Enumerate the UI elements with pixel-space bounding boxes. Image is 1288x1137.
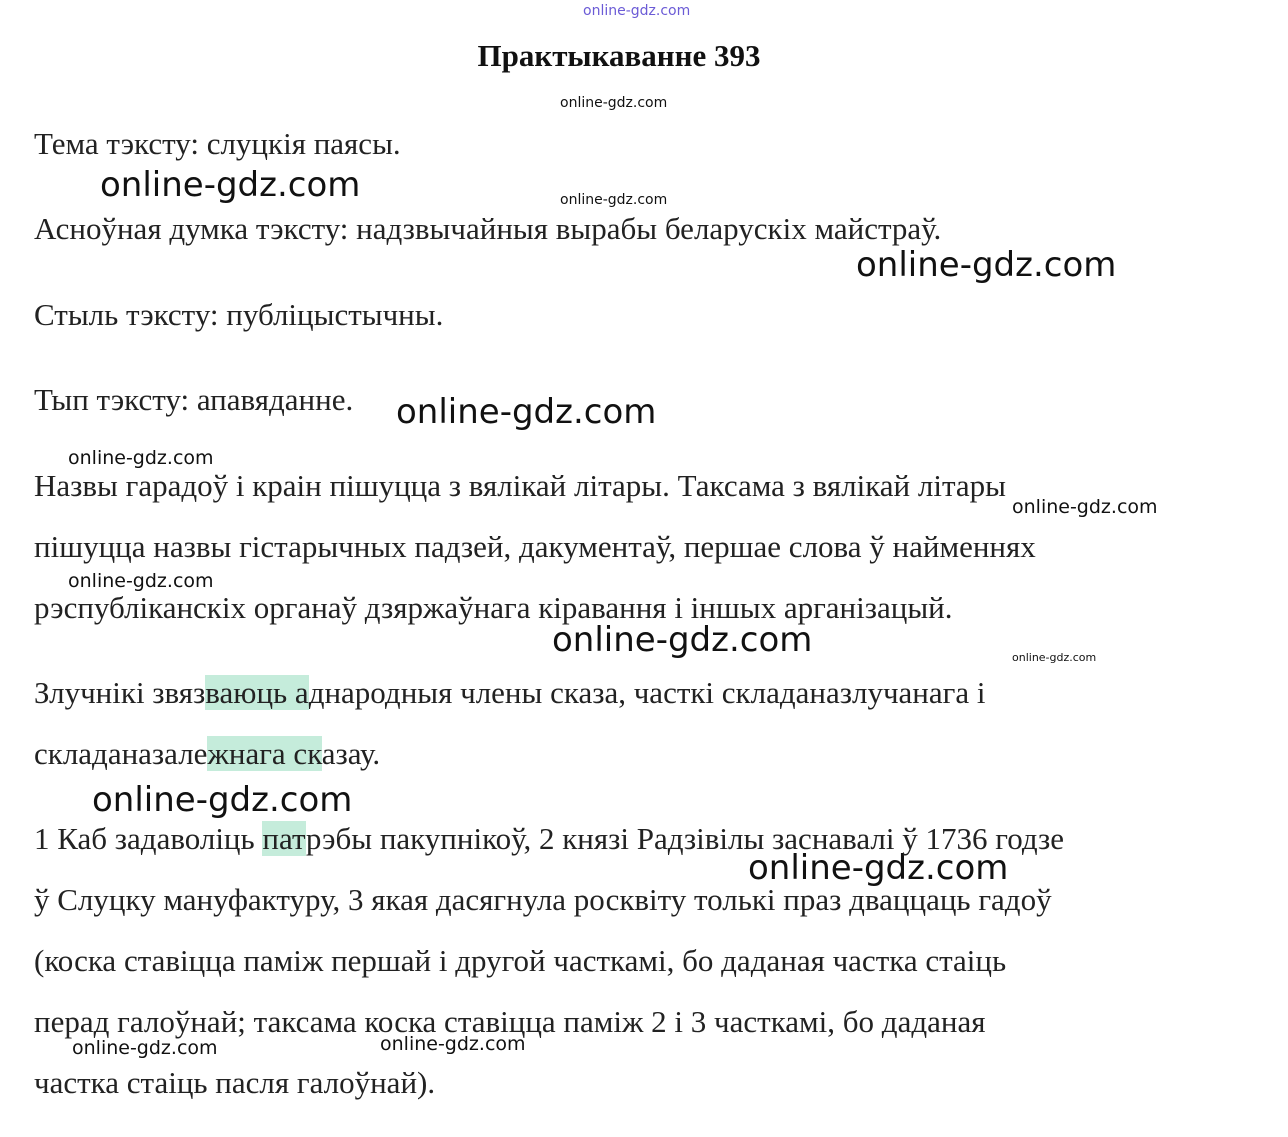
text-segment: рэбы пакупнікоў, 2 князі Радзівілы заснавалі ў 1736 годзе — [305, 821, 1064, 856]
text-type: Тып тэксту: апавяданне. — [34, 382, 354, 417]
watermark: online-gdz.com — [68, 570, 214, 592]
paragraph-2-line-1 — [34, 677, 985, 708]
text-segment: 1 Каб задаволіць — [34, 821, 263, 856]
highlight-mark: жнага ск — [207, 736, 322, 771]
watermark: online-gdz.com — [380, 1033, 526, 1055]
watermark: online-gdz.com — [748, 848, 1009, 888]
paragraph-3-line-3: (коска ставіцца паміж першай і другой часткамі, бо даданая частка стаіць — [34, 943, 1007, 978]
text-main-idea: Асноўная думка тэксту: надзвычайныя вырабы беларускіх майстраў. — [34, 211, 942, 246]
text-segment: азау. — [321, 736, 381, 771]
text-segment: Злучнікі звяз — [34, 675, 206, 710]
paragraph-3-line-1 — [34, 823, 1064, 854]
highlight-mark: пат — [262, 821, 306, 856]
text-style: Стыль тэксту: публіцыстычны. — [34, 297, 444, 332]
watermark: online-gdz.com — [1012, 651, 1097, 664]
watermark: online-gdz.com — [560, 95, 668, 111]
page-title: Практыкаванне 393 — [477, 38, 761, 73]
watermark: online-gdz.com — [100, 165, 361, 205]
paragraph-3-line-5: частка стаіць пасля галоўнай). — [34, 1065, 436, 1100]
paragraph-3-line-2: ў Слуцку мануфактуру, 3 якая дасягнула росквіту толькі праз дваццаць гадоў — [34, 882, 1052, 917]
text-segment: днародныя члены сказа, часткі складаназлучанага і — [308, 675, 986, 710]
paragraph-2-line-2 — [34, 738, 380, 769]
watermark: online-gdz.com — [68, 447, 214, 469]
paragraph-3-line-4: перад галоўнай; таксама коска ставіцца паміж 2 і 3 часткамі, бо даданая — [34, 1004, 986, 1039]
text-theme: Тема тэксту: слуцкія паясы. — [34, 126, 401, 161]
watermark: online-gdz.com — [1012, 496, 1158, 518]
watermark: online-gdz.com — [560, 192, 668, 208]
text-segment: складаназале — [34, 736, 208, 771]
paragraph-1-line-2: пішуцца назвы гістарычных падзей, дакументаў, першае слова ў найменнях — [34, 529, 1036, 564]
highlight-mark: ваюць а — [205, 675, 309, 710]
watermark: online-gdz.com — [856, 245, 1117, 285]
watermark-top: online-gdz.com — [583, 3, 691, 19]
watermark: online-gdz.com — [396, 392, 657, 432]
watermark: online-gdz.com — [72, 1037, 218, 1059]
watermark: online-gdz.com — [552, 620, 813, 660]
paragraph-1-line-3: рэспубліканскіх органаў дзяржаўнага кіравання і іншых арганізацый. — [34, 590, 953, 625]
paragraph-1-line-1: Назвы гарадоў і краін пішуцца з вялікай літары. Таксама з вялікай літары — [34, 468, 1006, 503]
watermark: online-gdz.com — [92, 780, 353, 820]
